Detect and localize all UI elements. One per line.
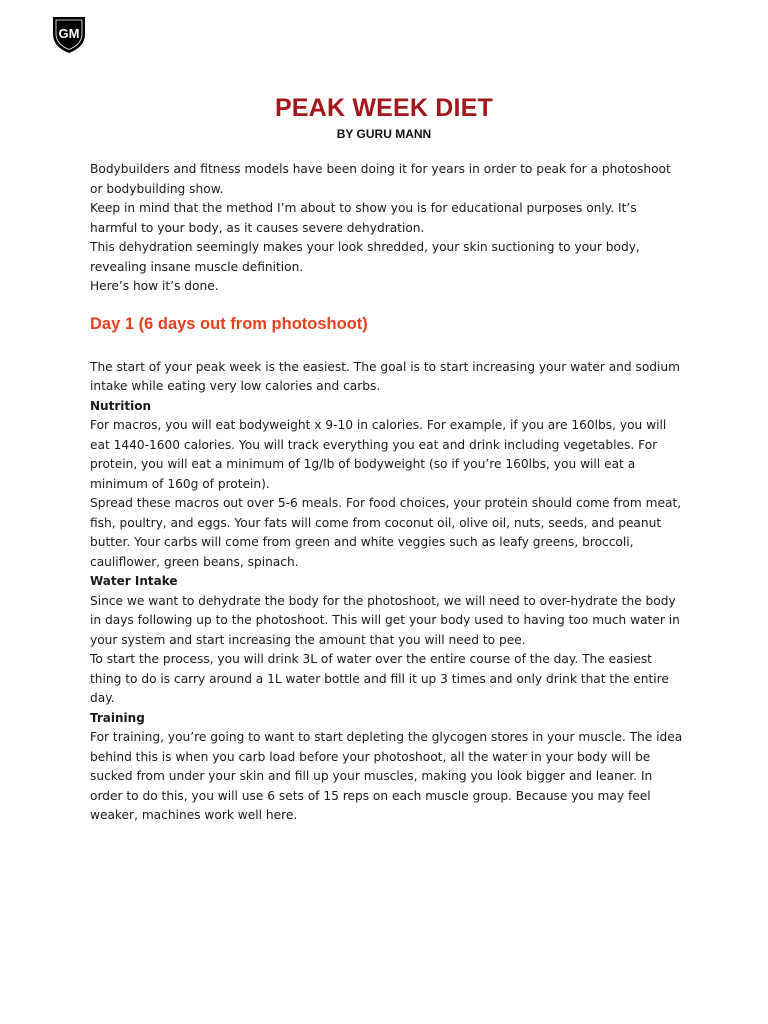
- day1-lead-paragraph: The start of your peak week is the easiest. The goal is to start increasing your water and sodium intake while eating very low calories and carbs.: [90, 359, 681, 393]
- nutrition-heading: Nutrition: [90, 398, 151, 413]
- training-heading: Training: [90, 710, 145, 725]
- intro-paragraph: Here’s how it’s done.: [90, 279, 219, 293]
- day1-heading: Day 1 (6 days out from photoshoot): [90, 314, 368, 333]
- intro-paragraph: This dehydration seemingly makes your look shredded, your skin suctioning to your body, revealing insane muscle definition.: [90, 240, 640, 274]
- water-intake-paragraph: Since we want to dehydrate the body for the photoshoot, we will need to over-hydrate the body in days following up to the photoshoot. This will get your body used to having too much water in your system and start increasing the amount that you will need to pee.: [90, 593, 680, 647]
- nutrition-paragraph: For macros, you will eat bodyweight x 9-10 in calories. For example, if you are 160lbs, you will eat 1440-1600 calories. You will track everything you eat and drink including vegetables. For protein, you will eat a minimum of 1g/lb of bodyweight (so if you’re 160lbs, you will eat a minimum of 160g of protein).: [90, 418, 667, 491]
- document-body: [90, 160, 685, 826]
- intro-paragraph: Bodybuilders and fitness models have been doing it for years in order to peak for a photoshoot or bodybuilding show.: [90, 162, 671, 196]
- page-title: PEAK WEEK DIET: [274, 94, 494, 122]
- training-paragraph: For training, you’re going to want to start depleting the glycogen stores in your muscle. The idea behind this is when you carb load before your photoshoot, all the water in your body will be sucked from under your skin and fill up your muscles, making you look bigger and leaner. In order to do this, you will use 6 sets of 15 reps on each muscle group. Because you may feel weaker, machines work well here.: [90, 730, 683, 822]
- intro-paragraph: Keep in mind that the method I’m about to show you is for educational purposes only. It’s harmful to your body, as it causes severe dehydration.: [90, 201, 637, 235]
- nutrition-paragraph: Spread these macros out over 5-6 meals. For food choices, your protein should come from meat, fish, poultry, and eggs. Your fats will come from coconut oil, olive oil, nuts, seeds, and peanut butter. Your carbs will come from green and white veggies such as leafy greens, broccoli, cauliflower, green beans, spinach.: [90, 496, 682, 569]
- author-byline: BY GURU MANN: [336, 127, 432, 141]
- gm-logo: [50, 14, 88, 54]
- gm-shield-icon: [50, 14, 88, 54]
- logo-text: GM: [58, 26, 80, 41]
- water-intake-paragraph: To start the process, you will drink 3L of water over the entire course of the day. The easiest thing to do is carry around a 1L water bottle and fill it up 3 times and only drink that the entire day.: [90, 652, 669, 705]
- water-intake-heading: Water Intake: [90, 574, 178, 588]
